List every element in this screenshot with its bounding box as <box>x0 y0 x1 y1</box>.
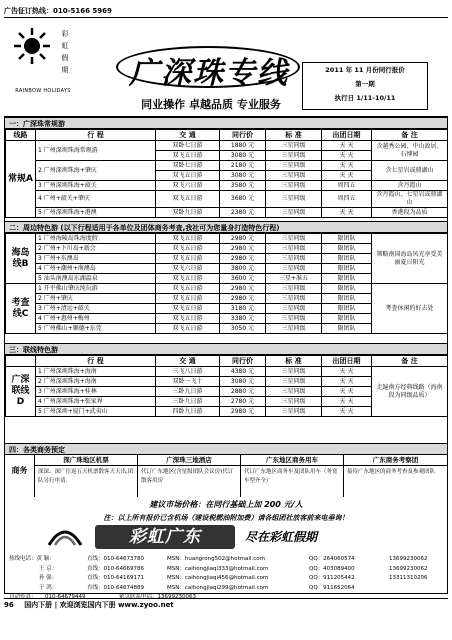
contact-qq: QQ：911652064 <box>309 584 355 591</box>
standard-cell: 三星同级 <box>266 314 322 324</box>
date-cell: 天 天 <box>322 208 372 218</box>
price-cell: 2380 元 <box>220 208 266 218</box>
business-col-header: 广深珠三地酒店 <box>138 455 240 466</box>
traffic-cell: 双飞五日游 <box>156 274 220 284</box>
route-cell: 1 广州海陵岛珠海度假 <box>36 234 156 244</box>
route-cell: 2 广州深圳珠海+海南 <box>36 377 156 387</box>
route-cell: 3 广州深圳珠海+韶关 <box>36 181 156 191</box>
ad-hotline-text: 广告征订热线：010-5166 5969 <box>4 7 112 15</box>
column-header: 出团日期 <box>322 130 372 141</box>
note-cell: 走遍南方经典线路（海南段为同级品质） <box>372 367 448 417</box>
banner-name: 彩虹广东 <box>95 525 235 549</box>
business-col-body: 代订广东地区商务车及团队用车（务宽车型齐全） <box>244 469 338 484</box>
standard-cell: 三星同级 <box>266 208 322 218</box>
line-label: 广深联线D <box>6 367 36 417</box>
logo-char: 期 <box>61 66 69 74</box>
standard-cell: 三星同级 <box>266 161 322 171</box>
date-cell: 天 天 <box>322 387 372 397</box>
traffic-cell: 双飞五日游 <box>156 314 220 324</box>
standard-cell: 三星同级 <box>266 387 322 397</box>
column-header: 标 准 <box>266 130 322 141</box>
contact-mobile: 13699230062 <box>389 556 428 562</box>
banner-tagline: 尽在彩虹假期 <box>245 530 318 544</box>
standard-cell: 三星同级 <box>266 244 322 254</box>
route-cell: 2 广州+下川岛+新会 <box>36 244 156 254</box>
business-col-header: 广东商务考察团 <box>344 455 447 466</box>
traffic-cell: 三卧九日游 <box>156 397 220 407</box>
note-cell: 领略南国海岛风光享受美丽夏日阳光 <box>372 234 448 284</box>
column-header: 同行价 <box>220 130 266 141</box>
logo-char: 彩 <box>61 30 69 38</box>
business-col-header: 广东地区商务用车 <box>241 455 343 466</box>
logo-english: RAINBOW HOLIDAYS <box>15 88 71 94</box>
price-cell: 2780 元 <box>220 397 266 407</box>
column-header <box>6 356 36 367</box>
emergency-phone: 紧急联系电话：13699230063 <box>119 594 196 600</box>
price-cell: 3580 元 <box>220 181 266 191</box>
date-cell: 限团队 <box>322 284 372 294</box>
date-cell: 限团队 <box>322 324 372 334</box>
note-cell: 含丹霞山、七星岩或鼎湖山 <box>372 191 448 208</box>
price-cell: 1880 元 <box>220 141 266 151</box>
route-cell: 4 广州+韶关+肇庆 <box>36 191 156 208</box>
regular-tour-table <box>5 129 448 218</box>
business-col-hotels <box>138 455 241 497</box>
business-col-body: 代订广东地区(含星级团队会议房)代订散客用房 <box>141 469 234 484</box>
price-cell: 4380 元 <box>220 367 266 377</box>
column-header: 交 通 <box>156 130 220 141</box>
page-number: 96 <box>4 601 14 609</box>
traffic-cell: 双飞五日游 <box>156 304 220 314</box>
route-cell: 5 广州深圳+厦门+武夷山 <box>36 407 156 417</box>
contact-name: 孙 强： <box>39 575 58 581</box>
standard-cell: 三星同级 <box>266 151 322 161</box>
price-cell: 2980 元 <box>220 234 266 244</box>
contact-list <box>9 555 445 603</box>
traffic-cell: 双飞六日游 <box>156 181 220 191</box>
route-cell: 3 广州+东澳岛 <box>36 254 156 264</box>
standard-cell: 三星+准五 <box>266 274 322 284</box>
contact-row <box>9 584 445 594</box>
rainbow-swirl-icon <box>45 525 85 549</box>
date-cell: 天 天 <box>322 171 372 181</box>
standard-cell: 三星同级 <box>266 254 322 264</box>
traffic-cell: 双卧一飞十 <box>156 377 220 387</box>
price-cell: 3080 元 <box>220 377 266 387</box>
section-nearby-title: 二：周边特色游 (以下行程适用于各单位及团体商务考查,我社可为您量身打造特色行程) <box>5 221 447 233</box>
page-footer <box>4 598 448 612</box>
fax-label: 自动传真： <box>9 594 37 600</box>
traffic-cell: 双飞五日游 <box>156 284 220 294</box>
contact-phone: 直线：010-64669786 <box>87 565 144 572</box>
route-cell: 2 广州+肇庆 <box>36 294 156 304</box>
footer-text: 国内下册 | 欢迎浏览国内下册 www.zyoo.net <box>24 601 174 609</box>
business-col-body: 接待广东地区的商务考查及参观团队 <box>347 469 436 475</box>
fax-number: 010-64679449 <box>45 594 86 600</box>
traffic-cell: 双卧九日游 <box>156 208 220 218</box>
table-header-row <box>6 130 448 141</box>
contact-row <box>9 565 445 575</box>
logo-char: 虹 <box>61 42 69 50</box>
column-header: 交 通 <box>156 356 220 367</box>
date-cell: 天 天 <box>322 407 372 417</box>
route-cell: 1 广州深圳珠海常规游 <box>36 141 156 161</box>
table-row <box>6 161 448 171</box>
column-header: 行 程 <box>36 130 156 141</box>
price-table-frame <box>4 116 448 600</box>
traffic-cell: 双飞五日游 <box>156 254 220 264</box>
note-cell: 含越秀公园、中山故居、石博园 <box>372 141 448 161</box>
table-row <box>6 141 448 151</box>
traffic-cell: 双卧七日游 <box>156 141 220 151</box>
column-header: 备 注 <box>372 356 448 367</box>
date-cell: 限团队 <box>322 274 372 284</box>
date-cell: 限团队 <box>322 314 372 324</box>
ad-hotline-bar <box>4 4 448 18</box>
logo-side-text <box>56 28 74 76</box>
contact-phone: 直线：010-64674889 <box>87 584 144 591</box>
logo-char: 假 <box>61 54 69 62</box>
note-cell: 香港段为品质 <box>372 208 448 218</box>
business-label: 商务 <box>5 455 35 497</box>
standard-cell: 三星同级 <box>266 294 322 304</box>
traffic-cell: 双飞五日游 <box>156 244 220 254</box>
line-label: 海岛线B <box>6 234 36 284</box>
section-regular-title: 一：广深珠常规游 <box>5 117 447 129</box>
price-cell: 2980 元 <box>220 254 266 264</box>
traffic-cell: 四卧九日游 <box>156 407 220 417</box>
table-header-row <box>6 356 448 367</box>
date-cell: 周四五 <box>322 181 372 191</box>
date-cell: 限团队 <box>322 294 372 304</box>
route-cell: 4 广州+潮州+南澳岛 <box>36 264 156 274</box>
column-header: 标 准 <box>266 356 322 367</box>
contact-mobile: 13311310206 <box>389 575 428 581</box>
standard-cell: 三星同级 <box>266 141 322 151</box>
rainbow-logo <box>8 24 78 108</box>
price-cell: 3380 元 <box>220 314 266 324</box>
date-cell: 限团队 <box>322 254 372 264</box>
column-header: 同行价 <box>220 356 266 367</box>
standard-cell: 三星同级 <box>266 377 322 387</box>
brand-slogan: 同业操作 卓越品质 专业服务 <box>141 98 281 111</box>
route-cell: 4 广州+惠州+梅州 <box>36 314 156 324</box>
price-cell: 3180 元 <box>220 304 266 314</box>
section-business-title: 四：各类商务预定 <box>5 443 447 455</box>
traffic-cell: 双飞五日游 <box>156 191 220 208</box>
route-cell: 2 广州深圳珠海+肇庆 <box>36 161 156 181</box>
table-row <box>6 208 448 218</box>
date-cell: 限团队 <box>322 234 372 244</box>
date-cell: 天 天 <box>322 397 372 407</box>
standard-cell: 三星同级 <box>266 181 322 191</box>
route-cell: 5 汕头南澳岛东湖温泉 <box>36 274 156 284</box>
date-cell: 限团队 <box>322 244 372 254</box>
business-col-inspection <box>344 455 447 497</box>
table-row <box>6 181 448 191</box>
standard-cell: 三星同级 <box>266 324 322 334</box>
table-row <box>6 234 448 244</box>
standard-cell: 三星同级 <box>266 191 322 208</box>
contact-name: 王 京： <box>39 565 58 572</box>
linked-tour-table <box>5 355 448 417</box>
business-col-cars <box>241 455 344 497</box>
table-row <box>6 284 448 294</box>
table-row <box>6 191 448 208</box>
note-cell: 含丹霞山 <box>372 181 448 191</box>
price-cell: 3080 元 <box>220 171 266 181</box>
traffic-cell: 双飞五日游 <box>156 151 220 161</box>
contact-msn: MSN：huangrong502@hotmail.com <box>167 556 265 562</box>
price-disclaimer: 注：以上所有报价已含机场（建设税燃油附加费）请各组团社放客前来电垂询！ <box>103 514 349 522</box>
contact-name: 于 鸿： <box>39 584 58 591</box>
route-cell: 5 广州佛山+顺德+东莞 <box>36 324 156 334</box>
date-cell: 天 天 <box>322 141 372 151</box>
column-header: 出团日期 <box>322 356 372 367</box>
date-cell: 限团队 <box>322 304 372 314</box>
route-cell: 3 广州+清远+韶关 <box>36 304 156 314</box>
standard-cell: 三星同级 <box>266 367 322 377</box>
price-cell: 2980 元 <box>220 407 266 417</box>
price-cell: 2980 元 <box>220 244 266 254</box>
date-cell: 天 天 <box>322 377 372 387</box>
route-cell: 1 广州深圳珠海+海南 <box>36 367 156 377</box>
contact-phone: 直线：010-64673780 <box>87 556 144 562</box>
date-cell: 天 天 <box>322 151 372 161</box>
date-cell: 天 天 <box>322 367 372 377</box>
price-cell: 3800 元 <box>220 264 266 274</box>
traffic-cell: 三飞八日游 <box>156 367 220 377</box>
note-cell: 考查休闲的好去处 <box>372 284 448 334</box>
price-cell: 3680 元 <box>220 191 266 208</box>
route-cell: 4 广州深圳珠海+张家界 <box>36 397 156 407</box>
price-cell: 3600 元 <box>220 274 266 284</box>
price-cell: 3080 元 <box>220 151 266 161</box>
suggested-price-note: 建议市场价格：在同行基础上加 200 元/人 <box>149 500 303 509</box>
traffic-cell: 三卧九日游 <box>156 387 220 397</box>
contact-qq: QQ：264060574 <box>309 556 355 562</box>
contact-phone: 直线：010-64169171 <box>87 575 144 581</box>
brand-title: 广深珠专线 <box>129 56 289 91</box>
traffic-cell: 双飞五日游 <box>156 234 220 244</box>
contact-row <box>9 555 445 565</box>
contact-msn: MSN：caihongjiaqi333@hotmail.com <box>167 565 269 572</box>
date-cell: 天 天 <box>322 161 372 171</box>
price-period-dates: 执行日 1/11-10/11 <box>334 94 396 102</box>
contact-msn: MSN：caihongjiaqi299@hotmail.com <box>167 584 269 591</box>
price-cell: 2980 元 <box>220 294 266 304</box>
contact-row <box>9 574 445 584</box>
contact-name: 热线电话：黄 颖： <box>9 556 55 562</box>
rainbow-sun-icon <box>12 26 52 66</box>
price-period-issue: 第一期 <box>355 80 375 88</box>
traffic-cell: 双飞五日游 <box>156 294 220 304</box>
standard-cell: 三星同级 <box>266 264 322 274</box>
section-linked-title: 三：联线特色游 <box>5 343 447 355</box>
date-cell: 周四五 <box>322 191 372 208</box>
column-header: 备 注 <box>372 130 448 141</box>
contact-qq: QQ：403089400 <box>309 565 355 572</box>
standard-cell: 三星同级 <box>266 407 322 417</box>
header <box>4 20 448 112</box>
standard-cell: 三星同级 <box>266 304 322 314</box>
line-label: 常规A <box>6 141 36 218</box>
business-col-body: 深深、深广往返五天机票散客天天出,团队另行申请. <box>38 469 134 484</box>
route-cell: 1 开平佛山肇庆纯玩游 <box>36 284 156 294</box>
route-cell: 3 广州深圳珠海+桂林 <box>36 387 156 397</box>
contact-mobile: 13699230062 <box>389 565 428 572</box>
route-cell: 5 广州深圳珠海+港澳 <box>36 208 156 218</box>
table-row <box>6 367 448 377</box>
price-period-title: 2011 年 11 月份同行报价 <box>325 66 405 74</box>
nearby-tour-table <box>5 233 448 334</box>
column-header: 线路 <box>6 130 36 141</box>
rainbow-banner <box>45 525 405 549</box>
note-cell: 含七星岩或鼎湖山 <box>372 161 448 181</box>
line-label: 考查线C <box>6 284 36 334</box>
price-cell: 2980 元 <box>220 284 266 294</box>
standard-cell: 三星同级 <box>266 397 322 407</box>
standard-cell: 三星同级 <box>266 284 322 294</box>
business-col-header: 深广珠地区机票 <box>35 455 137 466</box>
standard-cell: 三星同级 <box>266 234 322 244</box>
traffic-cell: 双飞五日游 <box>156 171 220 181</box>
contact-qq: QQ：911205442 <box>309 575 355 581</box>
contact-msn: MSN：caihongjiaqi456@hotmail.com <box>167 575 269 581</box>
price-period-box <box>302 62 428 110</box>
price-cell: 2880 元 <box>220 387 266 397</box>
price-cell: 2180 元 <box>220 161 266 171</box>
traffic-cell: 双飞六日游 <box>156 264 220 274</box>
traffic-cell: 双飞五日游 <box>156 324 220 334</box>
price-cell: 3050 元 <box>220 324 266 334</box>
business-col-flights <box>35 455 138 497</box>
standard-cell: 三星同级 <box>266 171 322 181</box>
traffic-cell: 双卧七日游 <box>156 161 220 171</box>
column-header: 行 程 <box>36 356 156 367</box>
date-cell: 限团队 <box>322 264 372 274</box>
